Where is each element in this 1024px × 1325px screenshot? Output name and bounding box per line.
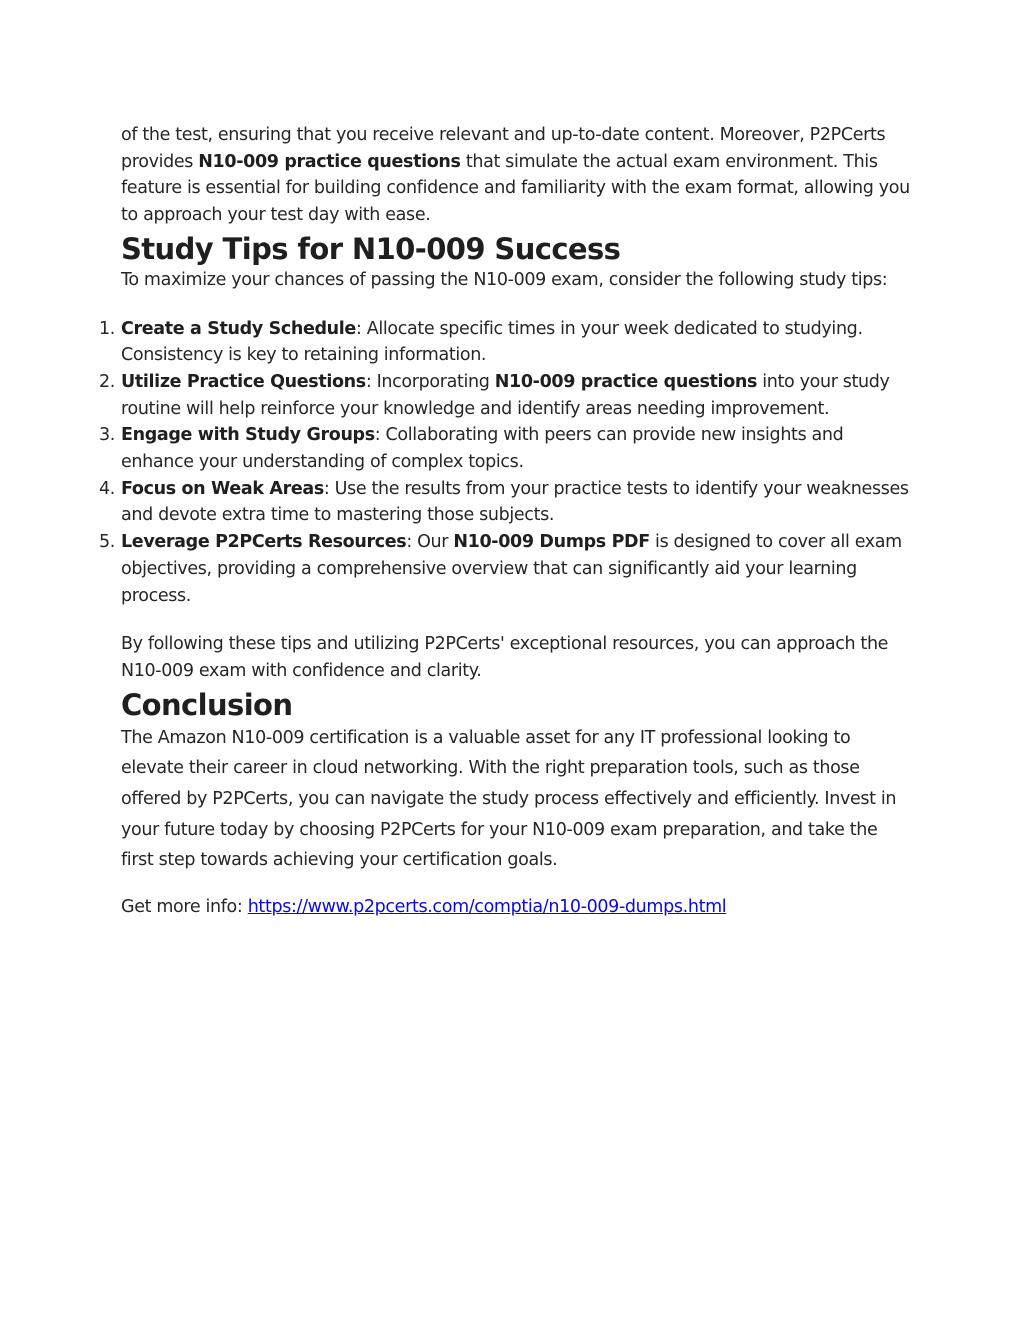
list-item	[99, 529, 911, 609]
more-info-line	[121, 894, 911, 921]
list-item-title: Leverage P2PCerts Resources	[121, 532, 407, 553]
conclusion-paragraph: The Amazon N10-009 certification is a valuable asset for any IT professional looking to elevate their career in cloud networking. With the right preparation tools, such as those offered by P2PCerts, you can navigate the study process effectively and efficiently. Invest in your future today by choosing P2PCerts for your N10-009 exam preparation, and take the first step towards achieving your certification goals.	[121, 727, 897, 871]
conclusion-heading: Conclusion	[121, 687, 293, 722]
study-tips-list	[99, 316, 911, 610]
document-page	[99, 122, 911, 921]
list-item-bold-keyword: N10-009 practice questions	[494, 371, 758, 392]
intro-paragraph	[121, 122, 911, 229]
list-item-body: : Use the results from your practice tests to identify your weaknesses and devote extra time to mastering those subjects.	[121, 478, 909, 526]
list-item-title: Engage with Study Groups	[121, 425, 375, 446]
study-tips-closing: By following these tips and utilizing P2PCerts' exceptional resources, you can approach the N10-009 exam with confidence and clarity.	[121, 634, 889, 681]
list-item-body-cont: is designed to cover all exam objectives, providing a comprehensive overview that can significantly aid your learning process.	[121, 532, 902, 606]
list-item-number: 2.	[99, 371, 115, 392]
list-item	[99, 369, 911, 422]
study-tips-intro: To maximize your chances of passing the N10-009 exam, consider the following study tips:	[121, 269, 888, 290]
list-item-text	[121, 319, 863, 366]
more-info-link[interactable]: https://www.p2pcerts.com/comptia/n10-009-dumps.html	[247, 897, 727, 918]
intro-text-1: of the test, ensuring that you receive relevant and up-to-date content. Moreover, P2PCerts provides	[121, 125, 886, 172]
list-item-number: 4.	[99, 478, 115, 499]
list-item	[99, 316, 911, 369]
list-item-text	[121, 532, 902, 605]
list-item-bold-keyword: N10-009 Dumps PDF	[453, 532, 650, 553]
list-item-number: 1.	[99, 318, 115, 339]
list-item-text	[121, 479, 909, 526]
list-item-title: Utilize Practice Questions	[121, 371, 366, 392]
list-item	[99, 476, 911, 529]
intro-bold-practice-questions: N10-009 practice questions	[198, 151, 461, 172]
list-item-body: : Our	[406, 532, 454, 553]
list-item-body: : Incorporating	[365, 371, 495, 392]
list-item-number: 3.	[99, 425, 115, 446]
list-item-number: 5.	[99, 532, 115, 553]
study-tips-heading: Study Tips for N10-009 Success	[121, 231, 621, 266]
list-item-title: Focus on Weak Areas	[121, 478, 324, 499]
list-item-body: : Allocate specific times in your week dedicated to studying. Consistency is key to retaining information.	[121, 318, 863, 366]
list-item-body: : Collaborating with peers can provide new insights and enhance your understanding of complex topics.	[121, 425, 844, 473]
list-item-text	[121, 372, 890, 419]
intro-text-2: that simulate the actual exam environment. This feature is essential for building confidence and familiarity with the exam format, allowing you to approach your test day with ease.	[121, 151, 910, 226]
list-item-title: Create a Study Schedule	[121, 318, 356, 339]
list-item-text	[121, 425, 843, 472]
list-item	[99, 422, 911, 475]
list-item-body-cont: into your study routine will help reinforce your knowledge and identify areas needing improvement.	[121, 371, 890, 419]
more-info-label: Get more info:	[121, 897, 248, 918]
